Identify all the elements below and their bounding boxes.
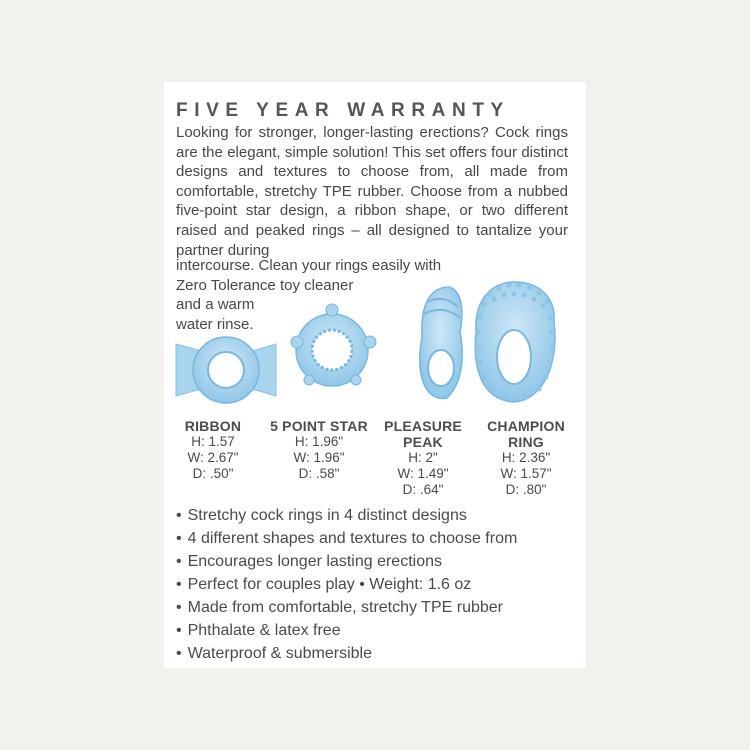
ribbon-ring-image xyxy=(176,337,276,403)
list-item: • Encourages longer lasting erections xyxy=(176,550,581,573)
spec-height: H: 1.57 xyxy=(191,434,235,449)
intro-paragraph: Looking for stronger, longer-lasting erections? Cock rings are the elegant, simple solution! This set offers four distinct designs and textures to choose from, all made from comfortable, stretchy TPE rubber. Choose from a nubbed five-point star design, a ribbon shape, or two different raised and peaked rings – all designed to tantalize your partner during xyxy=(176,124,568,259)
feature-list xyxy=(176,504,581,665)
product-name: CHAMPION xyxy=(487,418,565,434)
spec-ribbon xyxy=(170,418,256,482)
product-name: PLEASURE xyxy=(384,418,462,434)
list-item: • Phthalate & latex free xyxy=(176,619,581,642)
spec-depth: D: .58" xyxy=(298,466,340,481)
intro-line: water rinse. xyxy=(176,315,254,333)
list-item: • Waterproof & submersible xyxy=(176,642,581,665)
spec-depth: D: .64" xyxy=(402,482,444,497)
spec-5-point-star xyxy=(264,418,374,482)
intro-line: and a warm xyxy=(176,296,255,314)
spec-height: H: 1.96" xyxy=(294,434,344,449)
intro-line: Zero Tolerance toy cleaner xyxy=(176,276,354,294)
spec-height: H: 2.36" xyxy=(501,450,551,465)
list-item: • Stretchy cock rings in 4 distinct designs xyxy=(176,504,581,527)
list-item: • 4 different shapes and textures to choose from xyxy=(176,527,581,550)
spec-pleasure-peak xyxy=(382,418,464,498)
intro-line: intercourse. Clean your rings easily with xyxy=(176,257,442,274)
product-name: PEAK xyxy=(403,434,443,450)
product-illustration xyxy=(164,82,586,412)
spec-width: W: 1.96" xyxy=(293,450,345,465)
page-title: FIVE YEAR WARRANTY xyxy=(176,100,510,121)
spec-depth: D: .80" xyxy=(505,482,547,497)
warranty-card xyxy=(164,82,586,668)
spec-depth: D: .50" xyxy=(192,466,234,481)
product-name: RING xyxy=(508,434,544,450)
spec-width: W: 1.49" xyxy=(397,466,449,481)
product-name: RIBBON xyxy=(184,418,242,434)
product-name: 5 POINT STAR xyxy=(270,418,368,434)
champion-ring-image xyxy=(475,282,555,402)
star-ring-image xyxy=(291,304,376,386)
pleasure-peak-ring-image xyxy=(420,287,462,398)
spec-champion-ring xyxy=(474,418,578,498)
list-item: • Made from comfortable, stretchy TPE rubber xyxy=(176,596,581,619)
spec-width: W: 1.57" xyxy=(500,466,552,481)
spec-width: W: 2.67" xyxy=(187,450,239,465)
spec-height: H: 2" xyxy=(408,450,438,465)
list-item: • Perfect for couples play • Weight: 1.6 oz xyxy=(176,573,581,596)
